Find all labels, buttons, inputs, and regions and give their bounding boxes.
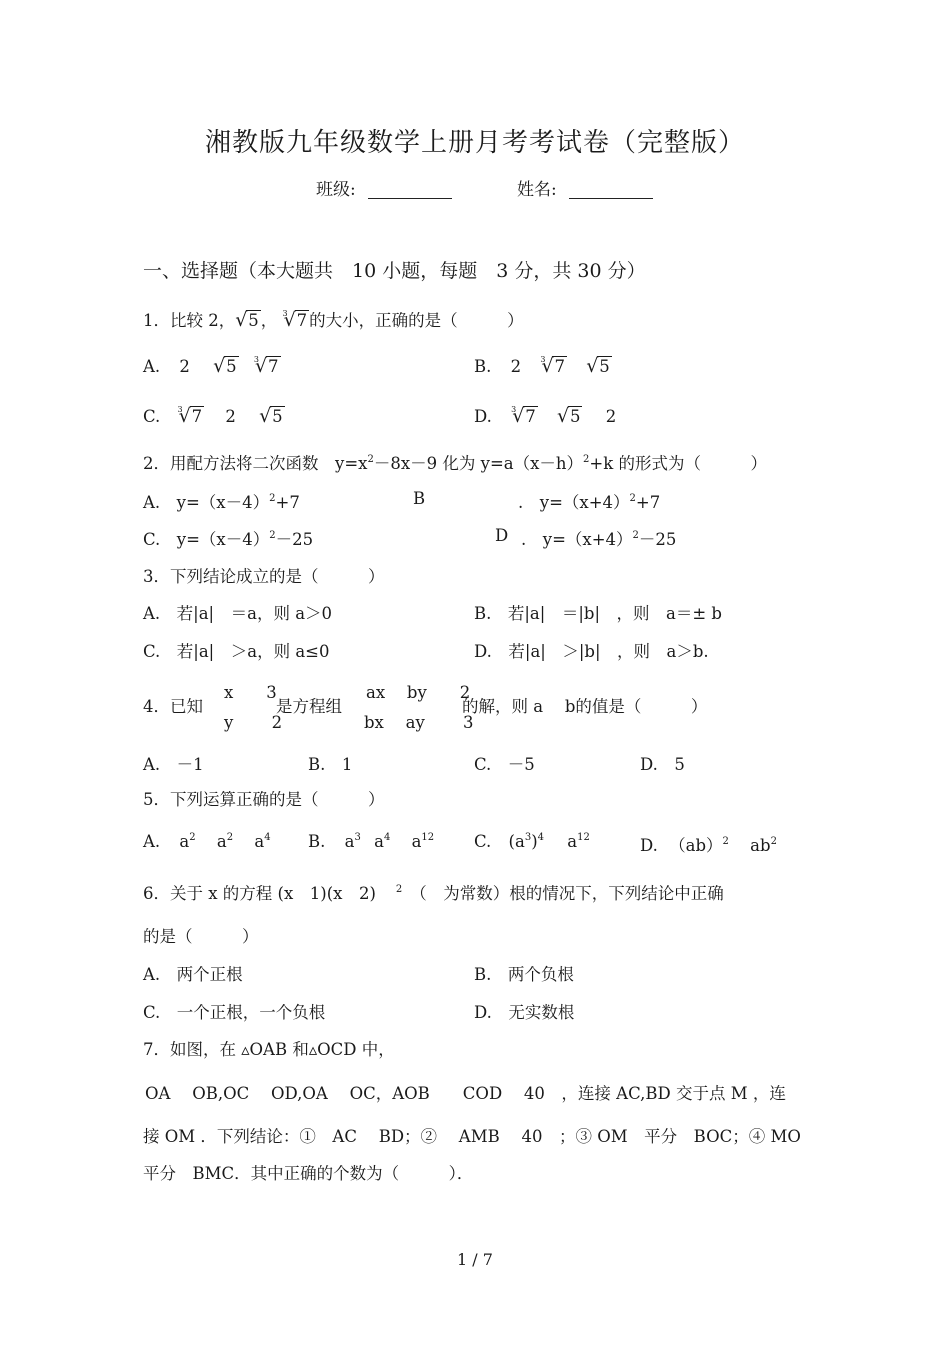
q3-option-c[interactable]: C. 若|a| ＞a，则 a≤0 xyxy=(143,642,330,661)
q1-stem: 1．比较 2，√ 5 ， $^3$√ 7 的大小，正确的是（ ） xyxy=(143,307,524,331)
q5-stem: 5．下列运算正确的是（ ） xyxy=(143,790,385,809)
q4-equation-1: ax by 2 xyxy=(366,683,471,702)
q7-stem-line4: 平分 BMC．其中正确的个数为（ ）． xyxy=(143,1164,474,1183)
q2-stem: 2．用配方法将二次函数 $y=x^2-8x-9$ 化为 $y=a(x-h)^2+k$ 的形式为（ ） xyxy=(143,454,767,473)
q6-option-c[interactable]: C. 一个正根，一个负根 xyxy=(143,1003,326,1022)
q6-option-a[interactable]: A. 两个正根 xyxy=(143,965,243,984)
q7-stem-line1: 7．如图，在 ▵OAB 和▵OCD 中， xyxy=(143,1040,395,1059)
page-number: 1 / 7 xyxy=(457,1250,493,1269)
class-blank[interactable] xyxy=(368,180,452,199)
class-label: 班级: xyxy=(316,180,356,200)
q4-option-c[interactable]: C. －5 xyxy=(474,755,535,774)
q2-option-b-label[interactable]: B xyxy=(413,489,426,508)
q7-stem-line3: 接 OM ．下列结论：① AC BD；② AMB 40 ；③ OM 平分 BOC；④ MO xyxy=(143,1127,801,1146)
q4-option-d[interactable]: D. 5 xyxy=(640,755,685,774)
q3-option-b[interactable]: B. 若|a| ＝|b| ，则 a＝± b xyxy=(474,604,722,623)
q6-option-d[interactable]: D. 无实数根 xyxy=(474,1003,575,1022)
section-heading: 一、选择题（本大题共 10 小题，每题 3 分，共 30 分） xyxy=(143,260,646,282)
q3-option-d[interactable]: D. 若|a| ＞|b| ，则 a＞b. xyxy=(474,642,709,661)
q5-option-a[interactable]: A. $a^2$ $a^2$ $a^4$ xyxy=(143,832,271,851)
q7-stem-line2: OA OB,OC OD,OA OC，AOB COD 40 ，连接 AC,BD 交于点 M ，连 xyxy=(145,1084,786,1103)
q4-stem-start: 4．已知 xyxy=(143,697,203,716)
q4-stem-mid: 是方程组 xyxy=(276,697,342,716)
q3-option-a[interactable]: A. 若|a| ＝a，则 a＞0 xyxy=(143,604,333,623)
q6-stem-line2: 的是（ ） xyxy=(143,927,259,946)
q4-option-a[interactable]: A. －1 xyxy=(143,755,204,774)
q6-option-b[interactable]: B. 两个负根 xyxy=(474,965,574,984)
q2-option-d-label[interactable]: D xyxy=(495,526,509,545)
q1-option-c[interactable]: C. $^3$√ 7 2 √ 5 xyxy=(143,407,285,426)
q4-option-b[interactable]: B. 1 xyxy=(308,755,353,774)
class-field xyxy=(316,175,452,200)
q4-solution-y: y 2 xyxy=(224,713,283,732)
q4-equation-2: bx ay 3 xyxy=(364,713,474,732)
q5-option-b[interactable]: B. $a^3$ $a^4$ $a^{12}$ xyxy=(308,832,435,851)
q1-option-d[interactable]: D. $^3$√ 7 √ 5 2 xyxy=(474,407,616,426)
q2-option-a[interactable]: A. $y=(x-4)^2+7$ xyxy=(143,493,300,512)
q1-option-b[interactable]: B. 2 $^3$√ 7 √ 5 xyxy=(474,357,612,376)
name-field xyxy=(517,175,653,200)
document-title: 湘教版九年级数学上册月考考试卷（完整版） xyxy=(204,128,745,158)
q3-stem: 3．下列结论成立的是（ ） xyxy=(143,567,385,586)
q4-solution-x: x 3 xyxy=(224,683,277,702)
q2-option-b[interactable]: . $y=(x+4)^2+7$ xyxy=(518,493,661,512)
name-label: 姓名: xyxy=(517,180,557,200)
name-blank[interactable] xyxy=(569,180,653,199)
q4-stem-end: 的解，则 a b的值是（ ） xyxy=(462,697,708,716)
q1-option-a[interactable]: A. 2 √ 5 $^3$√ 7 xyxy=(143,357,281,376)
q5-option-d[interactable]: D. （ab）$^2$ $ab^2$ xyxy=(640,836,777,855)
q2-option-d[interactable]: . $y=(x+4)^2-25$ xyxy=(521,530,677,549)
q6-stem-line1: 6．关于 x 的方程 (x 1)(x 2) $^2$ （ 为常数）根的情况下，下列结论中正确 xyxy=(143,884,724,903)
q2-option-c[interactable]: C. $y=(x-4)^2-25$ xyxy=(143,530,314,549)
q5-option-c[interactable]: C. $(a^3)^4$ $a^{12}$ xyxy=(474,832,590,851)
